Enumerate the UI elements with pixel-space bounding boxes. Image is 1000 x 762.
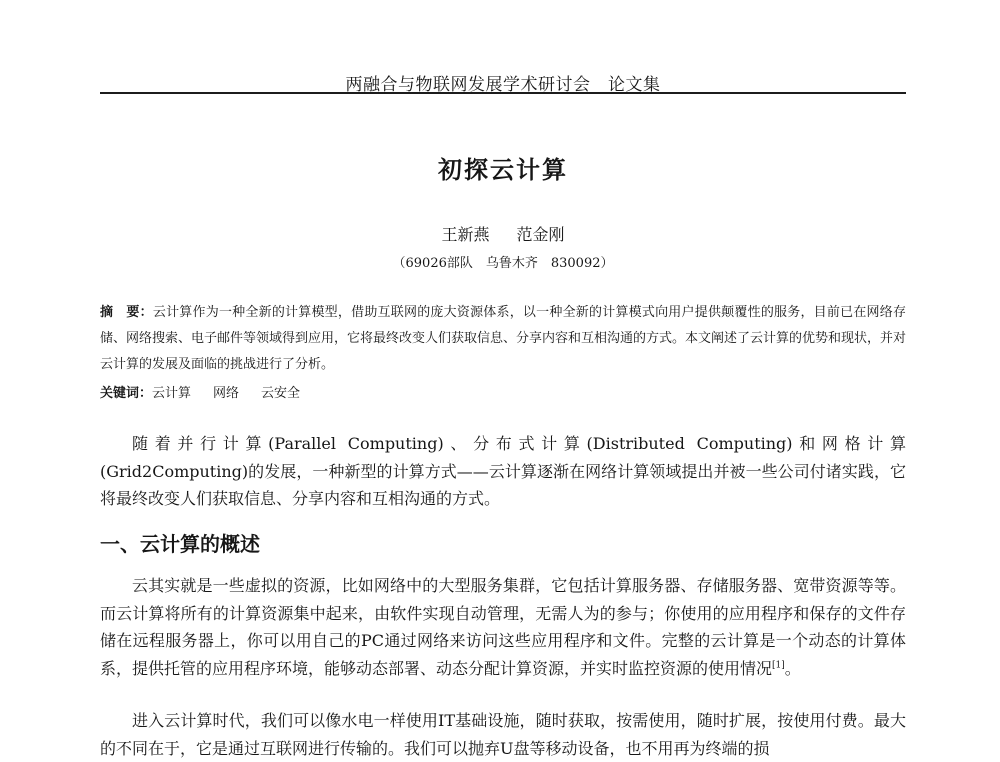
abstract-text: 云计算作为一种全新的计算模型，借助互联网的庞大资源体系，以一种全新的计算模式向用户提供颠覆性的服务，目前已在网络存储、网络搜索、电子邮件等领域得到应用，它将最终改变人们获取信息、分享内容和互相沟通的方式。本文阐述了云计算的优势和现状，并对云计算的发展及面临的挑战进行了分析。 [100, 305, 907, 372]
keyword: 云安全 [261, 386, 301, 401]
header-rule [100, 92, 906, 94]
intro-paragraph: 随着并行计算(Parallel Computing)、分布式计算(Distributed Computing)和网格计算(Grid2Computing)的发展，一种新型的计算方式——云计算逐渐在网络计算领域提出并被一些公司付诸实践，它将最终改变人们获取信息、分享内容和互相沟通的方式。 [100, 434, 906, 508]
keyword: 网络 [213, 386, 240, 401]
keyword: 云计算 [152, 386, 192, 401]
affiliation: （69026部队 乌鲁木齐 830092） [392, 256, 614, 271]
keywords [100, 382, 906, 406]
body-paragraph [100, 572, 906, 682]
paper-title: 初探云计算 [438, 156, 568, 184]
abstract [100, 300, 906, 378]
paragraph-end: 。 [784, 658, 801, 678]
abstract-label: 摘 要： [100, 305, 153, 320]
author-name: 王新燕 [441, 225, 490, 244]
body-paragraph: 进入云计算时代，我们可以像水电一样使用IT基础设施，随时获取，按需使用，随时扩展，按使用付费。最大的不同在于，它是通过互联网进行传输的。我们可以抛弃U盘等移动设备，也不用再为终端的损 [100, 711, 906, 758]
keywords-label: 关键词： [100, 386, 153, 401]
running-header: 两融合与物联网发展学术研讨会 论文集 [345, 75, 661, 95]
author-name: 范金刚 [516, 225, 565, 244]
authors [100, 222, 906, 245]
paragraph-text: 云其实就是一些虚拟的资源，比如网络中的大型服务集群，它包括计算服务器、存储服务器、宽带资源等等。而云计算将所有的计算资源集中起来，由软件实现自动管理，无需人为的参与；你使用的应用程序和保存的文件存储在远程服务器上，你可以用自己的PC通过网络来访问这些应用程序和文件。完整的云计算是一个动态的计算体系，提供托管的应用程序环境，能够动态部署、动态分配计算资源，并实时监控资源的使用情况 [100, 576, 906, 678]
section-heading: 一、云计算的概述 [100, 532, 260, 556]
citation-ref[interactable]: [1] [772, 660, 785, 671]
